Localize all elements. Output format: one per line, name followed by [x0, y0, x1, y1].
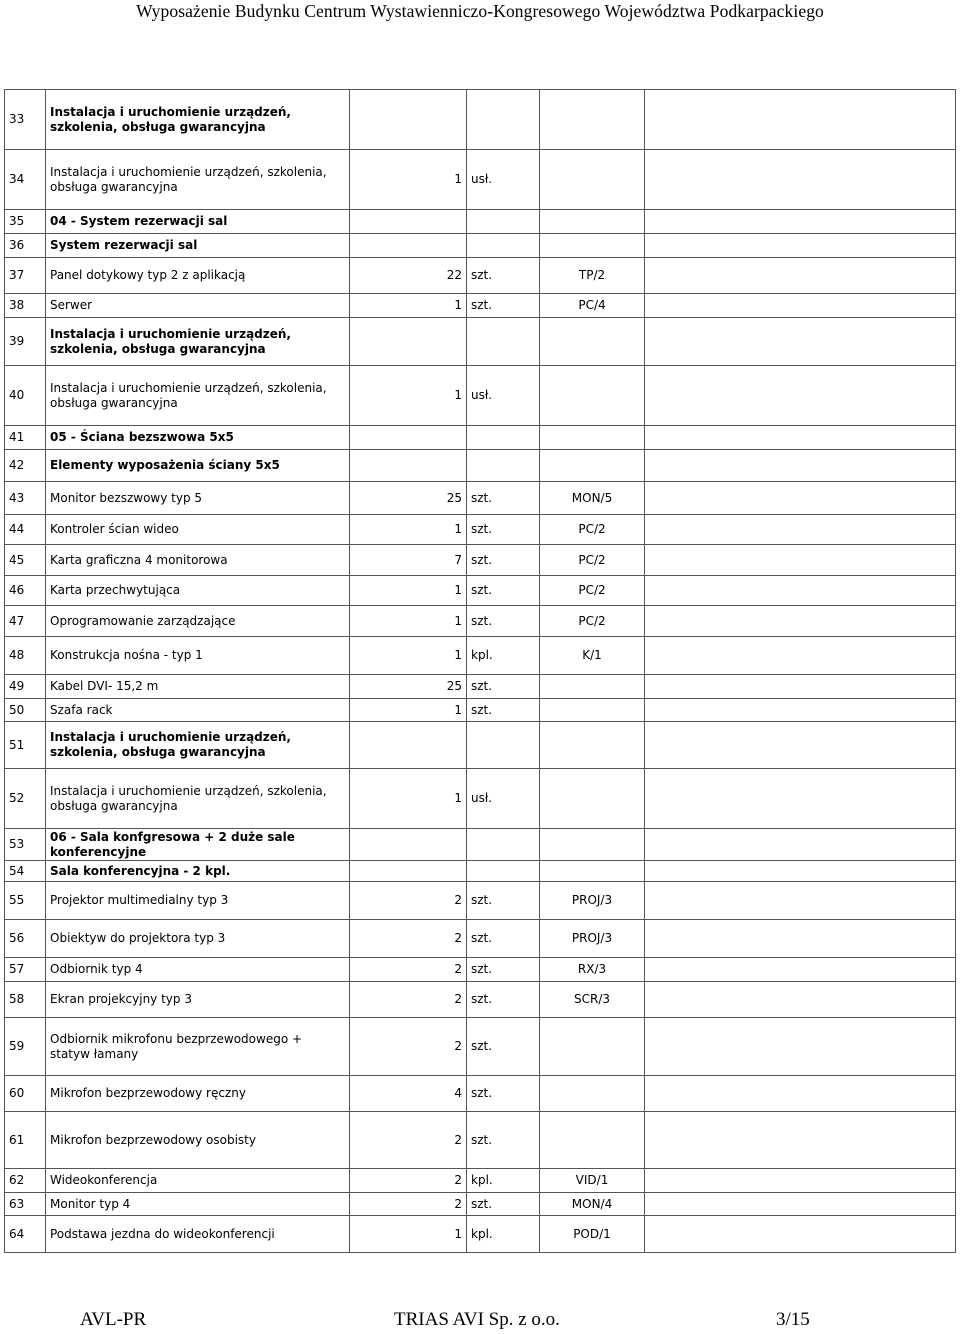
empty-cell: [645, 1076, 956, 1112]
table-row: [5, 234, 956, 258]
empty-cell: [645, 637, 956, 675]
row-number-cell: 60: [5, 1076, 46, 1112]
unit-cell: szt.: [467, 982, 540, 1018]
quantity-cell: 1: [350, 515, 467, 545]
table-row: [5, 861, 956, 882]
unit-cell: szt.: [467, 1112, 540, 1169]
quantity-cell: 1: [350, 699, 467, 722]
quantity-cell: 1: [350, 576, 467, 606]
quantity-cell: 2: [350, 882, 467, 920]
item-name-cell: Odbiornik typ 4: [46, 958, 350, 982]
row-number-cell: 46: [5, 576, 46, 606]
empty-cell: [645, 450, 956, 482]
empty-cell: [645, 576, 956, 606]
empty-cell: [645, 1193, 956, 1216]
empty-cell: [645, 958, 956, 982]
code-cell: [540, 769, 645, 829]
quantity-cell: 25: [350, 675, 467, 699]
code-cell: K/1: [540, 637, 645, 675]
unit-cell: szt.: [467, 699, 540, 722]
quantity-cell: 2: [350, 920, 467, 958]
code-cell: PC/2: [540, 545, 645, 576]
table-row: [5, 606, 956, 637]
item-name-cell: Projektor multimedialny typ 3: [46, 882, 350, 920]
quantity-cell: 7: [350, 545, 467, 576]
quantity-cell: 1: [350, 366, 467, 426]
table-row: [5, 576, 956, 606]
table-row: [5, 482, 956, 515]
unit-cell: [467, 829, 540, 861]
row-number-cell: 36: [5, 234, 46, 258]
unit-cell: usł.: [467, 150, 540, 210]
row-number-cell: 33: [5, 90, 46, 150]
footer-page-number: 3/15: [776, 1309, 810, 1330]
code-cell: [540, 699, 645, 722]
unit-cell: szt.: [467, 1076, 540, 1112]
empty-cell: [645, 920, 956, 958]
unit-cell: szt.: [467, 294, 540, 318]
item-name-cell: Obiektyw do projektora typ 3: [46, 920, 350, 958]
quantity-cell: [350, 722, 467, 769]
equipment-table-body: [5, 90, 956, 1253]
code-cell: [540, 450, 645, 482]
table-row: [5, 545, 956, 576]
quantity-cell: [350, 861, 467, 882]
table-row: [5, 150, 956, 210]
table-row: [5, 699, 956, 722]
quantity-cell: [350, 210, 467, 234]
item-name-cell: Panel dotykowy typ 2 z aplikacją: [46, 258, 350, 294]
item-name-cell: Instalacja i uruchomienie urządzeń, szkolenia, obsługa gwarancyjna: [46, 722, 350, 769]
quantity-cell: 25: [350, 482, 467, 515]
item-name-cell: Ekran projekcyjny typ 3: [46, 982, 350, 1018]
quantity-cell: 2: [350, 1112, 467, 1169]
quantity-cell: [350, 90, 467, 150]
code-cell: [540, 861, 645, 882]
footer-company: TRIAS AVI Sp. z o.o.: [394, 1309, 560, 1330]
code-cell: [540, 150, 645, 210]
item-name-cell: Mikrofon bezprzewodowy ręczny: [46, 1076, 350, 1112]
code-cell: [540, 366, 645, 426]
row-number-cell: 37: [5, 258, 46, 294]
code-cell: TP/2: [540, 258, 645, 294]
unit-cell: szt.: [467, 920, 540, 958]
empty-cell: [645, 861, 956, 882]
item-name-cell: Monitor bezszwowy typ 5: [46, 482, 350, 515]
table-row: [5, 1076, 956, 1112]
code-cell: [540, 829, 645, 861]
unit-cell: [467, 234, 540, 258]
unit-cell: szt.: [467, 606, 540, 637]
empty-cell: [645, 882, 956, 920]
unit-cell: szt.: [467, 1018, 540, 1076]
unit-cell: szt.: [467, 545, 540, 576]
code-cell: PC/2: [540, 576, 645, 606]
quantity-cell: 2: [350, 982, 467, 1018]
empty-cell: [645, 515, 956, 545]
empty-cell: [645, 722, 956, 769]
row-number-cell: 57: [5, 958, 46, 982]
item-name-cell: Sala konferencyjna - 2 kpl.: [46, 861, 350, 882]
item-name-cell: Kontroler ścian wideo: [46, 515, 350, 545]
row-number-cell: 44: [5, 515, 46, 545]
quantity-cell: 1: [350, 637, 467, 675]
unit-cell: szt.: [467, 882, 540, 920]
row-number-cell: 45: [5, 545, 46, 576]
table-row: [5, 769, 956, 829]
row-number-cell: 38: [5, 294, 46, 318]
page-header: Wyposażenie Budynku Centrum Wystawienniczo-Kongresowego Województwa Podkarpackiego: [136, 1, 824, 21]
table-row: [5, 1018, 956, 1076]
table-row: [5, 722, 956, 769]
item-name-cell: 04 - System rezerwacji sal: [46, 210, 350, 234]
page-footer: [0, 1306, 960, 1334]
code-cell: PC/4: [540, 294, 645, 318]
table-row: [5, 258, 956, 294]
empty-cell: [645, 366, 956, 426]
unit-cell: kpl.: [467, 637, 540, 675]
row-number-cell: 35: [5, 210, 46, 234]
code-cell: [540, 318, 645, 366]
empty-cell: [645, 769, 956, 829]
quantity-cell: 2: [350, 958, 467, 982]
quantity-cell: 1: [350, 294, 467, 318]
item-name-cell: Monitor typ 4: [46, 1193, 350, 1216]
code-cell: MON/4: [540, 1193, 645, 1216]
row-number-cell: 56: [5, 920, 46, 958]
unit-cell: szt.: [467, 958, 540, 982]
unit-cell: [467, 722, 540, 769]
item-name-cell: System rezerwacji sal: [46, 234, 350, 258]
quantity-cell: 2: [350, 1018, 467, 1076]
empty-cell: [645, 1169, 956, 1193]
row-number-cell: 49: [5, 675, 46, 699]
code-cell: [540, 675, 645, 699]
unit-cell: szt.: [467, 258, 540, 294]
equipment-table: [4, 89, 956, 1253]
code-cell: PC/2: [540, 606, 645, 637]
table-row: [5, 637, 956, 675]
row-number-cell: 59: [5, 1018, 46, 1076]
empty-cell: [645, 234, 956, 258]
empty-cell: [645, 1112, 956, 1169]
item-name-cell: Karta graficzna 4 monitorowa: [46, 545, 350, 576]
quantity-cell: 1: [350, 150, 467, 210]
code-cell: [540, 1076, 645, 1112]
empty-cell: [645, 482, 956, 515]
row-number-cell: 50: [5, 699, 46, 722]
quantity-cell: [350, 450, 467, 482]
item-name-cell: Odbiornik mikrofonu bezprzewodowego + statyw łamany: [46, 1018, 350, 1076]
empty-cell: [645, 699, 956, 722]
table-row: [5, 958, 956, 982]
code-cell: [540, 210, 645, 234]
quantity-cell: 4: [350, 1076, 467, 1112]
item-name-cell: Instalacja i uruchomienie urządzeń, szkolenia, obsługa gwarancyjna: [46, 769, 350, 829]
code-cell: PROJ/3: [540, 882, 645, 920]
unit-cell: szt.: [467, 1193, 540, 1216]
unit-cell: kpl.: [467, 1169, 540, 1193]
item-name-cell: Szafa rack: [46, 699, 350, 722]
item-name-cell: 05 - Ściana bezszwowa 5x5: [46, 426, 350, 450]
quantity-cell: 1: [350, 1216, 467, 1253]
item-name-cell: Instalacja i uruchomienie urządzeń, szkolenia, obsługa gwarancyjna: [46, 90, 350, 150]
unit-cell: szt.: [467, 576, 540, 606]
unit-cell: [467, 450, 540, 482]
quantity-cell: 1: [350, 606, 467, 637]
row-number-cell: 58: [5, 982, 46, 1018]
item-name-cell: Mikrofon bezprzewodowy osobisty: [46, 1112, 350, 1169]
item-name-cell: Podstawa jezdna do wideokonferencji: [46, 1216, 350, 1253]
item-name-cell: Instalacja i uruchomienie urządzeń, szkolenia, obsługa gwarancyjna: [46, 150, 350, 210]
code-cell: [540, 722, 645, 769]
quantity-cell: [350, 829, 467, 861]
empty-cell: [645, 318, 956, 366]
empty-cell: [645, 982, 956, 1018]
empty-cell: [645, 545, 956, 576]
table-row: [5, 366, 956, 426]
table-row: [5, 1216, 956, 1253]
row-number-cell: 61: [5, 1112, 46, 1169]
table-row: [5, 426, 956, 450]
row-number-cell: 47: [5, 606, 46, 637]
row-number-cell: 41: [5, 426, 46, 450]
item-name-cell: Konstrukcja nośna - typ 1: [46, 637, 350, 675]
quantity-cell: 2: [350, 1169, 467, 1193]
code-cell: [540, 234, 645, 258]
quantity-cell: [350, 234, 467, 258]
item-name-cell: Instalacja i uruchomienie urządzeń, szkolenia, obsługa gwarancyjna: [46, 366, 350, 426]
empty-cell: [645, 294, 956, 318]
unit-cell: [467, 90, 540, 150]
code-cell: [540, 90, 645, 150]
empty-cell: [645, 829, 956, 861]
row-number-cell: 52: [5, 769, 46, 829]
quantity-cell: [350, 426, 467, 450]
row-number-cell: 34: [5, 150, 46, 210]
table-row: [5, 1193, 956, 1216]
table-row: [5, 294, 956, 318]
table-row: [5, 982, 956, 1018]
empty-cell: [645, 210, 956, 234]
empty-cell: [645, 1018, 956, 1076]
unit-cell: [467, 426, 540, 450]
unit-cell: szt.: [467, 482, 540, 515]
table-row: [5, 1112, 956, 1169]
item-name-cell: Kabel DVI- 15,2 m: [46, 675, 350, 699]
item-name-cell: Karta przechwytująca: [46, 576, 350, 606]
code-cell: POD/1: [540, 1216, 645, 1253]
row-number-cell: 55: [5, 882, 46, 920]
unit-cell: szt.: [467, 675, 540, 699]
unit-cell: usł.: [467, 366, 540, 426]
empty-cell: [645, 426, 956, 450]
row-number-cell: 42: [5, 450, 46, 482]
quantity-cell: 2: [350, 1193, 467, 1216]
code-cell: PROJ/3: [540, 920, 645, 958]
row-number-cell: 54: [5, 861, 46, 882]
code-cell: [540, 426, 645, 450]
row-number-cell: 48: [5, 637, 46, 675]
empty-cell: [645, 90, 956, 150]
row-number-cell: 64: [5, 1216, 46, 1253]
item-name-cell: Oprogramowanie zarządzające: [46, 606, 350, 637]
row-number-cell: 40: [5, 366, 46, 426]
table-row: [5, 90, 956, 150]
empty-cell: [645, 675, 956, 699]
code-cell: MON/5: [540, 482, 645, 515]
code-cell: VID/1: [540, 1169, 645, 1193]
row-number-cell: 53: [5, 829, 46, 861]
unit-cell: [467, 318, 540, 366]
row-number-cell: 63: [5, 1193, 46, 1216]
item-name-cell: Instalacja i uruchomienie urządzeń, szkolenia, obsługa gwarancyjna: [46, 318, 350, 366]
unit-cell: [467, 210, 540, 234]
row-number-cell: 43: [5, 482, 46, 515]
table-row: [5, 450, 956, 482]
item-name-cell: Serwer: [46, 294, 350, 318]
table-row: [5, 675, 956, 699]
unit-cell: szt.: [467, 515, 540, 545]
unit-cell: [467, 861, 540, 882]
code-cell: SCR/3: [540, 982, 645, 1018]
unit-cell: usł.: [467, 769, 540, 829]
code-cell: PC/2: [540, 515, 645, 545]
empty-cell: [645, 258, 956, 294]
empty-cell: [645, 1216, 956, 1253]
row-number-cell: 51: [5, 722, 46, 769]
empty-cell: [645, 150, 956, 210]
quantity-cell: [350, 318, 467, 366]
item-name-cell: Wideokonferencja: [46, 1169, 350, 1193]
quantity-cell: 1: [350, 769, 467, 829]
item-name-cell: 06 - Sala konfgresowa + 2 duże sale konferencyjne: [46, 829, 350, 861]
empty-cell: [645, 606, 956, 637]
table-row: [5, 515, 956, 545]
item-name-cell: Elementy wyposażenia ściany 5x5: [46, 450, 350, 482]
table-row: [5, 882, 956, 920]
unit-cell: kpl.: [467, 1216, 540, 1253]
table-row: [5, 920, 956, 958]
table-row: [5, 1169, 956, 1193]
table-row: [5, 829, 956, 861]
code-cell: RX/3: [540, 958, 645, 982]
quantity-cell: 22: [350, 258, 467, 294]
row-number-cell: 62: [5, 1169, 46, 1193]
code-cell: [540, 1112, 645, 1169]
code-cell: [540, 1018, 645, 1076]
footer-document-code: AVL-PR: [80, 1309, 147, 1330]
table-row: [5, 318, 956, 366]
table-row: [5, 210, 956, 234]
row-number-cell: 39: [5, 318, 46, 366]
